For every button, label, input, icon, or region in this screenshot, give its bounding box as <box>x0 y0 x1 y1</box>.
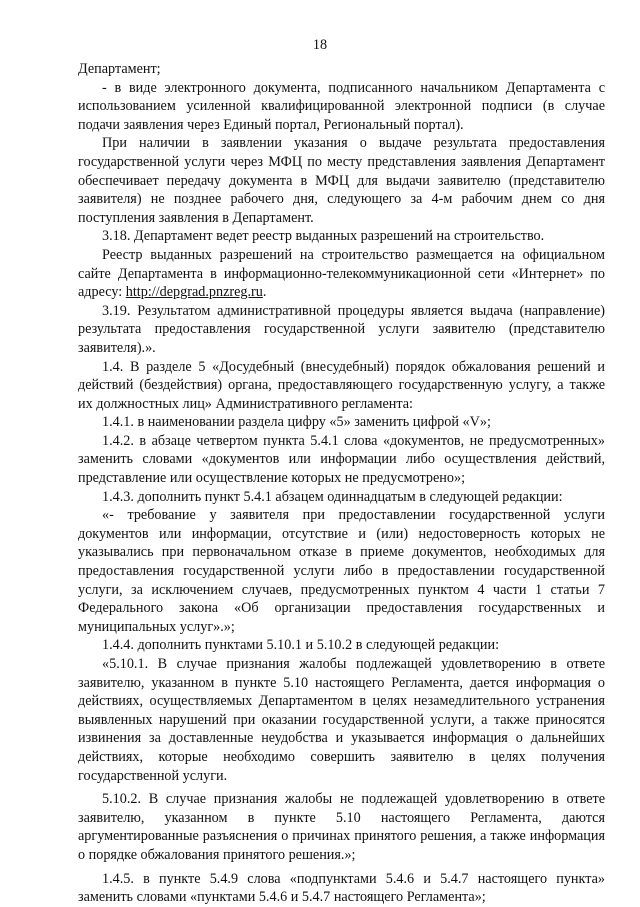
paragraph-3-19: 3.19. Результатом административной процедуры является выдача (направление) результата предоставления государственной услуги заявителю (представителю заявителя).». <box>78 302 605 356</box>
paragraph-1-4-1: 1.4.1. в наименовании раздела цифру «5» заменить цифрой «V»; <box>102 414 491 431</box>
document-body <box>78 60 605 907</box>
paragraph-5-10-2: 5.10.2. В случае признания жалобы не подлежащей удовлетворению в ответе заявителю, указанном в пункте 5.10 настоящего Регламента, даются аргументированные разъяснения о причинах принятого решения, а также информация о порядке обжалования принятого решения.»; <box>78 791 605 863</box>
paragraph-5-10-1: «5.10.1. В случае признания жалобы подлежащей удовлетворению в ответе заявителю, указанном в пункте 5.10 настоящего Регламента, дается информация о действиях, осуществляемых Департаментом в целях незамедлительного устранения выявленных нарушений при оказании государственной услуги, а также приносятся извинения за доставленные неудобства и указывается информация о дальнейших действиях, которые необходимо совершить заявителю в целях получения государственной услуги. <box>78 656 605 784</box>
paragraph-1-4: 1.4. В разделе 5 «Досудебный (внесудебный) порядок обжалования решений и действий (бездействия) органа, предоставляющего государственную услугу, а также их должностных лиц» Административного регламента: <box>78 358 605 412</box>
paragraph-registry <box>78 246 605 302</box>
registry-text-end: . <box>262 284 267 301</box>
paragraph-requirement-quote: «- требование у заявителя при предоставлении государственной услуги документов или информации, отсутствие и (или) недостоверность которых не указывались при первоначальном отказе в приеме документов, необходимых для предоставления государственной услуги либо в предоставлении государственной услуги, за исключением случаев, предусмотренных пунктом 4 части 1 статьи 7 Федерального закона «Об организации предоставления государственных и муниципальных услуг».»; <box>78 507 605 635</box>
paragraph-1-4-4: 1.4.4. дополнить пунктами 5.10.1 и 5.10.2 в следующей редакции: <box>102 637 500 654</box>
registry-text: Реестр выданных разрешений на строительство размещается на официальном сайте Департамента в информационно-телекоммуникационной сети «Интернет» по адресу: <box>78 246 605 301</box>
paragraph-1-4-5: 1.4.5. в пункте 5.4.9 слова «подпунктами 5.4.6 и 5.4.7 настоящего пункта» заменить словами «пунктами 5.4.6 и 5.4.7 настоящего Регламента»; <box>78 870 605 906</box>
paragraph-3-18: 3.18. Департамент ведет реестр выданных разрешений на строительство. <box>102 228 545 245</box>
department-site-link[interactable]: http://depgrad.pnzreg.ru <box>125 284 263 301</box>
paragraph-electronic-document: - в виде электронного документа, подписанного начальником Департамента с использованием усиленной квалифицированной электронной подписи (в случае подачи заявления через Единый портал, Региональный портал). <box>78 79 605 133</box>
paragraph-1-4-2: 1.4.2. в абзаце четвертом пункта 5.4.1 слова «документов, не предусмотренных» заменить словами «документов или информации либо осуществления действий, представление или осуществление которых не предусмотрено»; <box>78 432 605 487</box>
paragraph-department: Департамент; <box>78 61 161 77</box>
paragraph-mfc-delivery: При наличии в заявлении указания о выдаче результата предоставления государственной услуги через МФЦ по месту представления заявления Департамент обеспечивает передачу документа в МФЦ для выдачи заявителю (представителю заявителя) не позднее рабочего дня, следующего за 4-м рабочим днем со дня поступления заявления в Департамент. <box>78 135 605 226</box>
paragraph-1-4-3: 1.4.3. дополнить пункт 5.4.1 абзацем одиннадцатым в следующей редакции: <box>102 488 563 505</box>
page-number: 18 <box>312 37 328 53</box>
